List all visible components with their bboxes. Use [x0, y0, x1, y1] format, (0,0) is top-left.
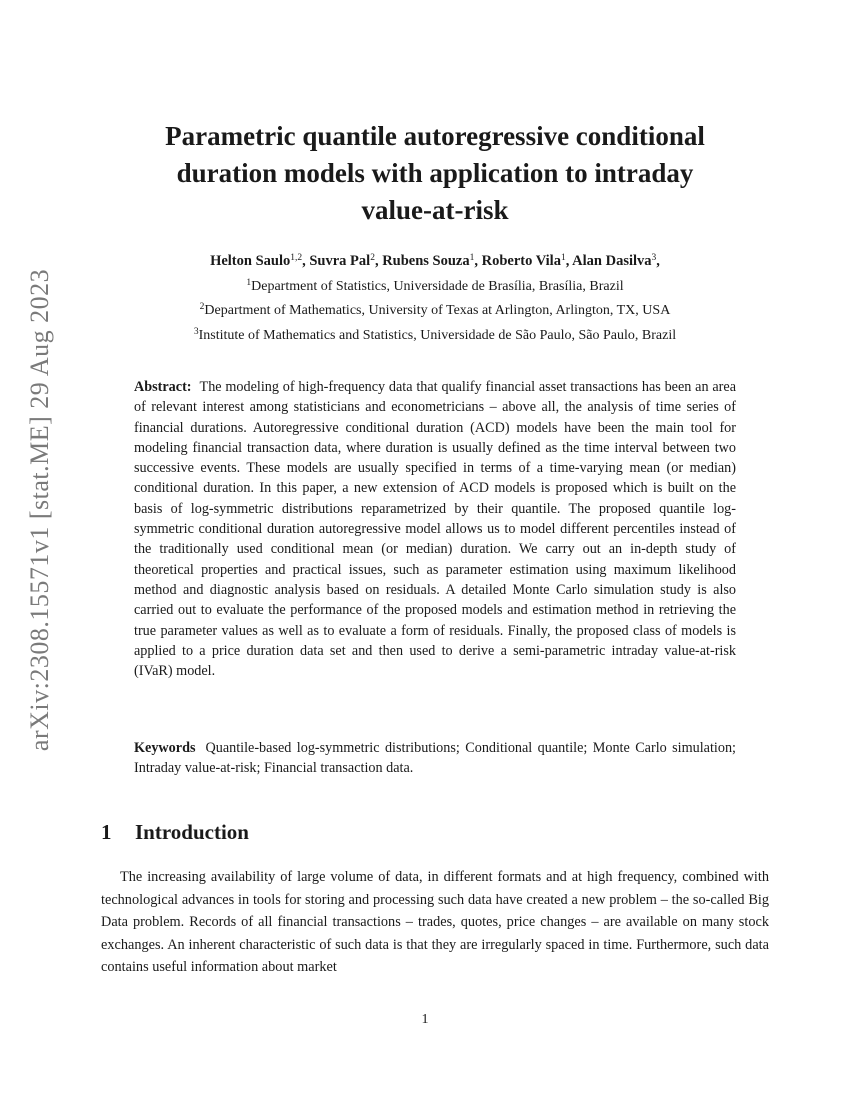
author-separator: ,	[565, 253, 573, 269]
title-line: duration models with application to intraday	[176, 158, 694, 188]
author-separator: ,	[302, 253, 310, 269]
author-list	[100, 248, 770, 271]
affiliation-marker: 1	[246, 278, 252, 288]
author-affiliation-marker: 1	[560, 253, 566, 263]
author-affiliation-marker: 2	[370, 253, 375, 263]
affiliation-item	[100, 273, 770, 297]
author-separator: ,	[474, 253, 482, 269]
author-affiliation-marker: 1,2	[290, 253, 303, 263]
introduction-paragraph: The increasing availability of large volume of data, in different formats and at high frequency, combined with technological advances in tools for storing and processing such data have created a new problem – the so-called Big Data problem. Records of all financial transactions – trades, quotes, price changes – are available on many stock exchanges. An inherent characteristic of such data is that they are irregularly spaced in time. Furthermore, such data contains useful information about market	[101, 869, 769, 975]
author-separator: ,	[374, 253, 383, 269]
affiliation-text: Institute of Mathematics and Statistics, Universidade de São Paulo, São Paulo, Brazil	[198, 327, 677, 343]
arxiv-identifier-stamp: arXiv:2308.15571v1 [stat.ME] 29 Aug 2023	[25, 268, 54, 752]
author-name: Roberto Vila	[481, 253, 561, 269]
abstract-label: Abstract:	[134, 379, 192, 395]
keywords-label: Keywords	[134, 740, 196, 756]
affiliation-item	[100, 297, 770, 321]
affiliation-text: Department of Mathematics, University of Texas at Arlington, Arlington, TX, USA	[204, 303, 671, 319]
affiliation-text: Department of Statistics, Universidade de Brasília, Brasília, Brazil	[251, 279, 624, 294]
affiliation-list	[100, 273, 770, 346]
affiliation-item	[100, 322, 770, 346]
abstract-text: The modeling of high-frequency data that qualify financial asset transactions has been an area of relevant interest among statisticians and econometricians – above all, the analysis of time series of financial durations. Autoregressive conditional duration (ACD) models have been the main tool for modeling financial transaction data, where duration is usually defined as the time interval between two successive events. These models are usually specified in terms of a time-varying mean (or median) conditional duration. In this paper, a new extension of ACD models is proposed which is built on the basis of log-symmetric distributions reparametrized by their quantile. The proposed quantile log-symmetric conditional duration autoregressive model allows us to model different percentiles instead of the traditionally used conditional mean (or median) duration. We carry out an in-depth study of theoretical properties and practical issues, such as parameter estimation using maximum likelihood method and diagnostic analysis based on residuals. A detailed Monte Carlo simulation study is also carried out to evaluate the performance of the proposed models and estimation method in retrieving the true parameter values as well as to evaluate a form of residuals. Finally, the proposed class of models is applied to a price duration data set and then used to derive a semi-parametric intraday value-at-risk (IVaR) model.	[134, 379, 736, 680]
keywords	[134, 738, 736, 779]
author-name: Alan Dasilva	[572, 253, 652, 269]
paper-title	[100, 118, 770, 229]
author-affiliation-marker: 3	[651, 253, 657, 263]
abstract	[134, 377, 736, 681]
section-number: 1	[101, 820, 112, 844]
author-name: Suvra Pal	[309, 253, 371, 269]
section-title: Introduction	[135, 820, 249, 844]
title-line: Parametric quantile autoregressive conditional	[165, 121, 705, 151]
affiliation-marker: 2	[199, 302, 205, 313]
affiliation-marker: 3	[193, 326, 199, 337]
author-affiliation-marker: 1	[469, 253, 475, 263]
author-separator: ,	[656, 253, 660, 269]
section-heading-introduction	[101, 818, 249, 846]
author-name: Rubens Souza	[382, 253, 470, 269]
author-name: Helton Saulo	[210, 253, 291, 269]
title-line: value-at-risk	[361, 195, 509, 225]
page-number: 1	[421, 1012, 429, 1027]
keywords-text: Quantile-based log-symmetric distributions; Conditional quantile; Monte Carlo simulation; Intraday value-at-risk; Financial transaction data.	[134, 740, 736, 777]
